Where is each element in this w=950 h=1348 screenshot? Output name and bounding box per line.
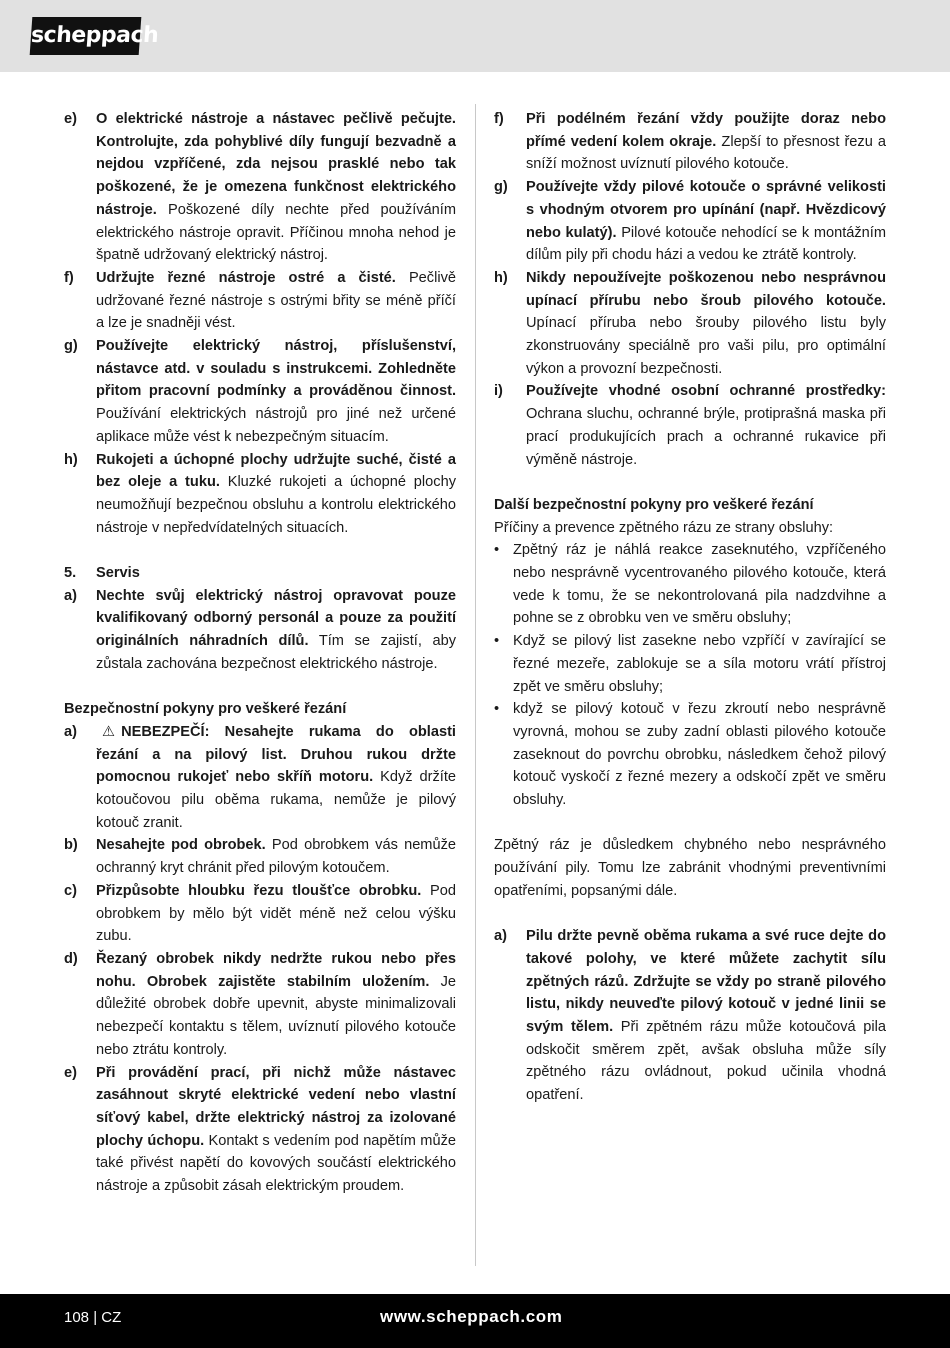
list-item (64, 1062, 456, 1198)
item-bold-text: NEBEZPEČÍ: Nesahejte rukama do oblasti řezání a na pilový list. Druhou rukou držte pomocnou rukojeť nebo skříň motoru. (96, 723, 456, 786)
item-bold-text: Používejte vždy pilové kotouče o správné velikosti s vhodným otvorem pro upínání (např. Hvězdicový nebo kulatý). (526, 179, 886, 241)
item-text: Kluzké rukojeti a úchopné plochy neumožňují bezpečnou obsluhu a kontrolu elektrického nástroje v nepředvídatelných situacích. (96, 474, 456, 536)
list-item (64, 267, 456, 335)
section-number: 5. (64, 565, 77, 582)
item-text: Pečlivě udržované řezné nástroje s ostrými břity se méně příčí a lze je snadněji vést. (96, 269, 456, 332)
left-column (64, 108, 456, 1198)
list-item (64, 834, 456, 879)
item-bold-text: Nechte svůj elektrický nástroj opravovat pouze kvalifikovaný odborný personál a pouze za použití originálních náhradních dílů. (96, 587, 456, 650)
item-bold-text: Přizpůsobte hloubku řezu tloušťce obrobku. (96, 882, 422, 899)
item-bold-text: Udržujte řezné nástroje ostré a čisté. (96, 269, 396, 286)
list-item (494, 267, 886, 381)
list-item (494, 108, 886, 176)
item-text: Upínací příruba nebo šrouby pilového listu byly zkonstruovány speciálně pro vaši pilu, pro optimální výkon a provozní bezpečnosti. (526, 315, 886, 377)
bullet-icon: • (494, 542, 500, 559)
right-column (494, 108, 886, 1107)
item-bold-text: Používejte elektrický nástroj, příslušenství, nástavce atd. v souladu s instrukcemi. Zohledněte přitom pracovní podmínky a prováděnou činnost. (96, 338, 456, 400)
header-bar (0, 0, 950, 72)
item-bold-text: Nikdy nepoužívejte poškozenou nebo nesprávnou upínací přírubu nebo šroub pilového kotouče. (526, 269, 886, 309)
item-bold-text: Nesahejte pod obrobek. (96, 837, 266, 854)
item-text: Tím se zajistí, aby zůstala zachována bezpečnost elektrického nástroje. (96, 633, 456, 672)
page-number: 108 | CZ (64, 1309, 122, 1326)
item-bold-text: O elektrické nástroje a nástavec pečlivě pečujte. Kontrolujte, zda pohyblivé díly fungují bezvadně a nejdou vzpříčené, zda nejsou prasklé nebo tak poškozené, že je omezena funkčnost elektrického nástroje. (96, 111, 456, 218)
bullet-text: když se pilový kotouč v řezu zkroutí nebo nesprávně vyrovná, mohou se zuby zadní oblasti pilového kotouče zaseknout do povrchu obrobku, následkem čehož pilový kotouč vyskočí z řezné mezery a odskočí zpět ve směru obsluhy. (513, 701, 886, 809)
item-text: Zlepší to přesnost řezu a sníží možnost uvíznutí pilového kotouče. (526, 133, 886, 173)
warning-icon: ⚠ (102, 723, 116, 740)
item-text: Poškozené díly nechte před používáním elektrického nástroje opravit. Příčinou mnoha nehod je špatně udržovaný elektrický nástroj. (96, 201, 456, 264)
item-bold-text: Řezaný obrobek nikdy nedržte rukou nebo přes nohu. Obrobek zajistěte stabilním uložením. (96, 950, 456, 990)
section-heading: Další bezpečnostní pokyny pro veškeré řezání (494, 496, 814, 513)
item-label: a) (64, 723, 77, 740)
item-text: Při zpětném rázu může kotoučová pila odskočit směrem zpět, avšak obsluha může síly zpětného rázu ovládnout, pokud učinila vhodná opatření. (526, 1019, 886, 1104)
item-label: f) (494, 111, 504, 127)
item-text: Pilové kotouče nehodící se k montážním dílům pily při chodu házi a vedou ke ztrátě kontroly. (526, 224, 886, 264)
section-title: Servis (96, 565, 140, 582)
item-label: i) (494, 383, 503, 400)
list-item (494, 925, 886, 1107)
bullet-text: Když se pilový list zasekne nebo vzpříčí v zavírající se řezné mezeře, zablokuje se a síla motoru vrátí přístroj zpět ve směru obsluhy; (513, 633, 886, 695)
item-label: c) (64, 882, 77, 899)
item-text: Je důležité obrobek dobře upevnit, abyste minimalizovali nebezpečí kontaktu s tělem, uvíznutí pilového kotouče nebo ztrátu kontroly. (96, 973, 457, 1058)
scheppach-logo: scheppach (30, 17, 142, 55)
item-bold-text: Při podélném řezání vždy použijte doraz nebo přímé vedení kolem okraje. (526, 111, 886, 150)
section-heading-servis (64, 562, 456, 585)
section-heading: Bezpečnostní pokyny pro veškeré řezání (64, 701, 347, 718)
item-label: a) (494, 928, 507, 945)
website-link[interactable]: www.scheppach.com (380, 1307, 563, 1326)
item-text: Ochrana sluchu, ochranné brýle, protiprašná maska při prací produkujících prach a ochranné rukavice při výměně nástroje. (526, 406, 886, 468)
item-text: Používání elektrických nástrojů pro jiné než určené aplikace může vést k nebezpečným situacím. (96, 406, 456, 445)
item-label: a) (64, 587, 77, 604)
list-item (64, 585, 456, 676)
item-text: Pod obrobkem by mělo být vidět méně než celou výšku zubu. (96, 882, 456, 945)
bullet-icon: • (494, 633, 500, 650)
bullet-item (494, 698, 886, 812)
item-bold-text: Rukojeti a úchopné plochy udržujte suché, čisté a bez oleje a tuku. (96, 451, 456, 491)
item-label: e) (64, 111, 77, 127)
bullet-item (494, 630, 886, 698)
item-label: b) (64, 837, 78, 854)
list-item (64, 108, 456, 267)
item-bold-text: Pilu držte pevně oběma rukama a své ruce dejte do takové polohy, ve které můžete zachytit sílu zpětných rázů. Zdržujte se vždy po straně pilového listu, nikdy neuveďte pilový kotouč v jedné linii se svým tělem. (526, 928, 886, 1036)
list-item (494, 176, 886, 267)
item-bold-text: Při provádění prací, při nichž může nástavec zasáhnout skryté elektrické vedení nebo vlastní síťový kabel, držte elektrický nástroj za izolované plochy úchopu. (96, 1064, 456, 1149)
list-item (64, 449, 456, 540)
item-label: g) (64, 338, 78, 355)
item-bold-text: Používejte vhodné osobní ochranné prostředky: (526, 383, 886, 400)
item-label: e) (64, 1064, 77, 1081)
item-label: d) (64, 950, 78, 967)
bullet-item (494, 539, 886, 630)
item-label: f) (64, 269, 74, 286)
bullet-text: Zpětný ráz je náhlá reakce zaseknutého, vzpříčeného nebo nesprávně vycentrovaného pilového kotouče, která vede k tomu, že se nekontrolovaná pila nadzdvihne a pohne se z obrobku ven ve směru obsluhy; (513, 542, 886, 627)
list-item (64, 335, 456, 449)
column-divider (475, 104, 476, 1266)
list-item (64, 948, 456, 1062)
paragraph: Zpětný ráz je důsledkem chybného nebo nesprávného používání pily. Tomu lze zabránit vhodnými preventivními opatřeními, popsanými dále. (494, 837, 886, 899)
item-text: Když držíte kotoučovou pilu oběma rukama, nemůže je pilový kotouč zranit. (96, 769, 456, 831)
item-label: h) (494, 269, 508, 286)
item-text: Pod obrobkem vás nemůže ochranný kryt chránit před pilovým kotoučem. (96, 837, 456, 877)
item-label: g) (494, 179, 508, 196)
list-item (64, 880, 456, 948)
list-item (64, 721, 456, 835)
intro-paragraph: Příčiny a prevence zpětného rázu ze strany obsluhy: (494, 519, 834, 536)
bullet-icon: • (494, 701, 500, 718)
item-label: h) (64, 451, 78, 468)
footer-bar (0, 1294, 950, 1348)
list-item (494, 380, 886, 471)
item-text: Kontakt s vedením pod napětím může také přivést napětí do kovových součástí elektrického nástroje a způsobit zásah elektrickým proudem. (96, 1132, 456, 1195)
